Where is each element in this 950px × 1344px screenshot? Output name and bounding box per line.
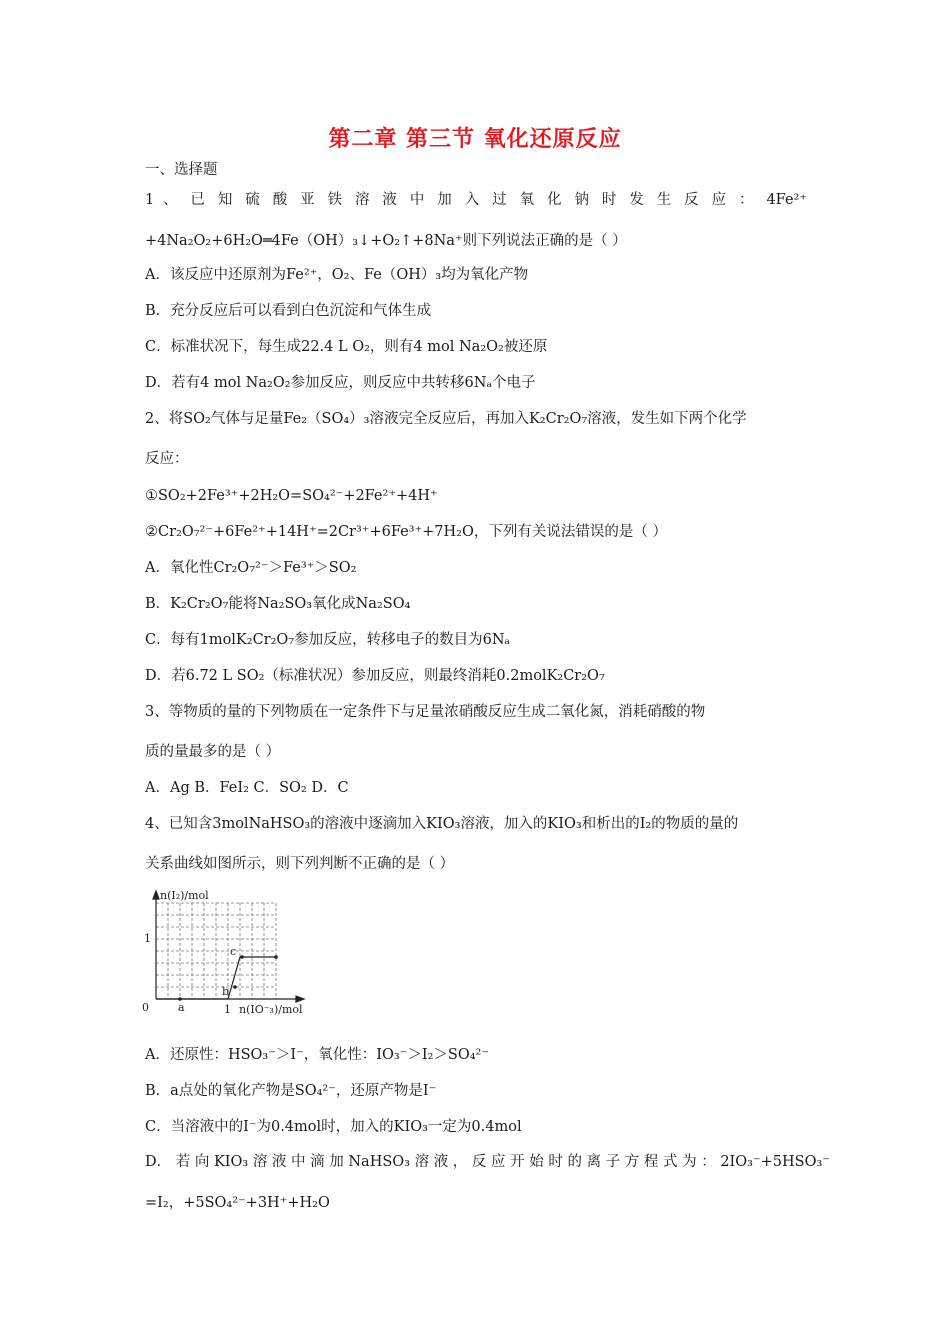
q2-option-b: B．K₂Cr₂O₇能将Na₂SO₃氧化成Na₂SO₄ — [145, 596, 411, 612]
q2-option-a: A．氧化性Cr₂O₇²⁻＞Fe³⁺＞SO₂ — [145, 560, 357, 576]
q3-stem-line2: 质的量最多的是（ ） — [145, 744, 281, 760]
graph-y-label: n(I₂)/mol — [160, 889, 209, 902]
point-b-marker — [233, 985, 237, 989]
point-c-marker — [240, 955, 244, 959]
q4-graph — [140, 885, 330, 1025]
curve-end-marker — [274, 955, 278, 959]
graph-x-tick: 1 — [224, 1003, 231, 1016]
q4-option-a: A．还原性：HSO₃⁻＞I⁻，氧化性：IO₃⁻＞I₂＞SO₄²⁻ — [145, 1047, 490, 1063]
q4-stem-line2: 关系曲线如图所示，则下列判断不正确的是（ ） — [145, 856, 455, 872]
q4-option-d-line1: D． 若 向 KIO₃ 溶 液 中 滴 加 NaHSO₃ 溶 液 ， 反 应 开 始 时 的 离 子 方 程 式 为 ： 2IO₃⁻+5HSO₃⁻ — [145, 1154, 830, 1170]
point-a-label: a — [178, 1001, 185, 1014]
graph-grid — [156, 903, 276, 999]
q1-stem-line2: +4Na₂O₂+6H₂O═4Fe（OH）₃↓+O₂↑+8Na⁺则下列说法正确的是（ ） — [145, 233, 627, 249]
section-heading: 一、选择题 — [145, 162, 218, 178]
q1-stem-line1: 1 、 已 知 硫 酸 亚 铁 溶 液 中 加 入 过 氧 化 钠 时 发 生 反 应 ： 4Fe²⁺ — [145, 192, 807, 208]
page-title: 第二章 第三节 氧化还原反应 — [328, 127, 622, 152]
q2-option-d: D．若6.72 L SO₂（标准状况）参加反应，则最终消耗0.2molK₂Cr₂O₇ — [145, 668, 605, 684]
q2-equation-1: ①SO₂+2Fe³⁺+2H₂O=SO₄²⁻+2Fe²⁺+4H⁺ — [145, 488, 438, 504]
point-c-label: c — [230, 945, 237, 958]
q2-equation-2: ②Cr₂O₇²⁻+6Fe²⁺+14H⁺=2Cr³⁺+6Fe³⁺+7H₂O，下列有关说法错误的是（ ） — [145, 524, 667, 540]
q3-stem-line1: 3、等物质的量的下列物质在一定条件下与足量浓硝酸反应生成二氧化氮，消耗硝酸的物 — [145, 704, 706, 720]
graph-origin: 0 — [142, 1001, 149, 1014]
graph-x-label: n(IO⁻₃)/mol — [239, 1003, 303, 1016]
q1-option-b: B．充分反应后可以看到白色沉淀和气体生成 — [145, 303, 432, 319]
q3-options: A．Ag B．FeI₂ C．SO₂ D．C — [145, 780, 349, 796]
q2-stem-line2: 反应： — [145, 451, 189, 467]
q4-stem-line1: 4、已知含3molNaHSO₃的溶液中逐滴加入KIO₃溶液，加入的KIO₃和析出的I₂的物质的量的 — [145, 816, 739, 832]
point-b-label: b — [222, 985, 230, 998]
q2-stem-line1: 2、将SO₂气体与足量Fe₂（SO₄）₃溶液完全反应后，再加入K₂Cr₂O₇溶液，发生如下两个化学 — [145, 411, 747, 427]
q2-option-c: C．每有1molK₂Cr₂O₇参加反应，转移电子的数目为6Nₐ — [145, 632, 511, 648]
q4-option-b: B．a点处的氧化产物是SO₄²⁻，还原产物是I⁻ — [145, 1083, 437, 1099]
q1-option-a: A．该反应中还原剂为Fe²⁺，O₂、Fe（OH）₃均为氧化产物 — [145, 267, 529, 283]
q4-option-d-line2: =I₂，+5SO₄²⁻+3H⁺+H₂O — [145, 1195, 330, 1211]
graph-y-tick: 1 — [144, 932, 151, 945]
q1-option-c: C．标准状况下，每生成22.4 L O₂，则有4 mol Na₂O₂被还原 — [145, 339, 548, 355]
q4-option-c: C．当溶液中的I⁻为0.4mol时，加入的KIO₃一定为0.4mol — [145, 1119, 522, 1135]
q1-option-d: D．若有4 mol Na₂O₂参加反应，则反应中共转移6Nₐ个电子 — [145, 375, 536, 391]
